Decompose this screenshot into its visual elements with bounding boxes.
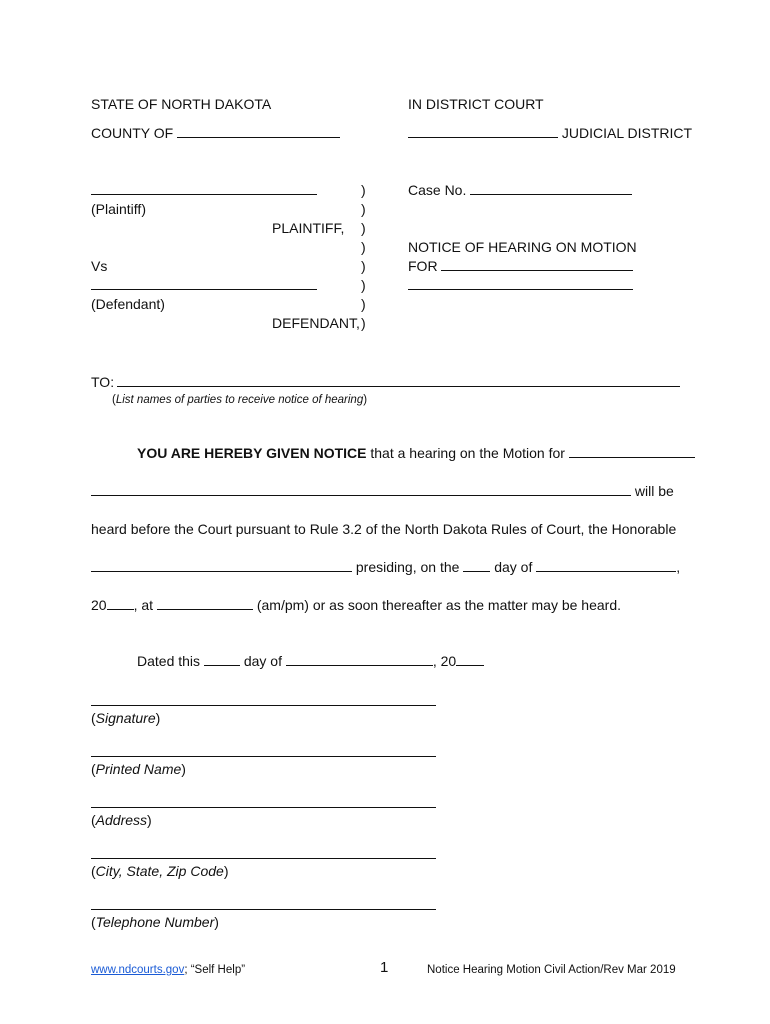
dated-month-blank[interactable] [286,653,433,666]
footer-left [91,962,245,978]
telephone-label: (Telephone Number) [91,914,219,930]
judicial-district-line [408,125,692,141]
address-label: (Address) [91,812,152,828]
motion-for-blank[interactable] [441,258,633,271]
for-label: FOR [408,258,438,274]
judicial-district-label: JUDICIAL DISTRICT [561,125,693,141]
address-blank[interactable] [91,807,436,808]
plaintiff-name-blank[interactable] [91,194,317,195]
notice-rest: that a hearing on the Motion for [370,445,565,461]
notice-line-1 [137,445,695,461]
dated-line [137,653,484,669]
signature-label: (Signature) [91,710,161,726]
comma-text: , [676,559,681,575]
day-of-text: day of [494,559,533,575]
telephone-blank[interactable] [91,909,436,910]
notice-line-4 [91,559,680,575]
dated-day-blank[interactable] [204,653,240,666]
motion-for-line [408,258,633,274]
defendant-name-blank[interactable] [91,289,317,290]
caption-paren: ) [361,258,366,274]
plaintiff-role: PLAINTIFF, [272,220,345,236]
caption-paren: ) [361,201,366,217]
to-hint-text: List names of parties to receive notice of hearing [115,394,364,406]
hearing-day-blank[interactable] [463,559,490,572]
dated-this-text: Dated this [137,653,201,669]
ndcourts-link[interactable]: www.ndcourts.gov [91,964,185,976]
judge-name-blank[interactable] [91,559,352,572]
caption-paren: ) [361,315,366,331]
presiding-text: presiding, on the [355,559,460,575]
form-id: Notice Hearing Motion Civil Action/Rev Mar 2019 [427,964,676,976]
self-help-text: ; “Self Help” [184,964,246,976]
ampm-text: (am/pm) or as soon thereafter as the matter may be heard. [256,597,621,613]
city-state-zip-label: (City, State, Zip Code) [91,863,229,879]
to-label: TO: [91,374,115,390]
dated-year-text: , 20 [432,653,457,669]
signature-blank[interactable] [91,705,436,706]
motion-for-blank-2[interactable] [408,289,633,290]
to-parties-blank[interactable] [117,386,680,387]
will-be-text: will be [634,483,674,499]
caption-paren: ) [361,239,366,255]
county-line [91,125,340,141]
printed-name-blank[interactable] [91,756,436,757]
motion-description-blank[interactable] [569,445,695,458]
court-heading: IN DISTRICT COURT [408,96,544,112]
district-blank[interactable] [408,125,558,138]
printed-name-label: (Printed Name) [91,761,186,777]
defendant-role: DEFENDANT, [272,315,360,331]
caption-paren: ) [361,220,366,236]
notice-line-5 [91,597,621,613]
plaintiff-label: (Plaintiff) [91,201,146,217]
hearing-month-blank[interactable] [536,559,676,572]
motion-description-blank-2[interactable] [91,483,631,496]
notice-line-3: heard before the Court pursuant to Rule 3.2 of the North Dakota Rules of Court, the Honorable [91,521,677,537]
case-number-blank[interactable] [470,182,632,195]
state-heading: STATE OF NORTH DAKOTA [91,96,272,112]
case-number-label: Case No. [408,182,467,198]
dated-day-of-text: day of [243,653,282,669]
city-state-zip-blank[interactable] [91,858,436,859]
year-prefix: 20 [91,597,107,613]
county-label: COUNTY OF [91,125,174,141]
versus-label: Vs [91,258,108,274]
caption-paren: ) [361,277,366,293]
at-text: , at [133,597,154,613]
hearing-year-blank[interactable] [107,597,134,610]
dated-year-blank[interactable] [456,653,484,666]
to-hint: (List names of parties to receive notice of hearing) [112,394,368,406]
notice-line-2 [91,483,674,499]
hearing-time-blank[interactable] [157,597,253,610]
notice-title: NOTICE OF HEARING ON MOTION [408,239,637,255]
caption-paren: ) [361,296,366,312]
caption-paren: ) [361,182,366,198]
county-blank[interactable] [177,125,340,138]
case-number-line [408,182,632,198]
page-number: 1 [380,959,389,976]
defendant-label: (Defendant) [91,296,165,312]
notice-bold: YOU ARE HEREBY GIVEN NOTICE [137,445,367,461]
